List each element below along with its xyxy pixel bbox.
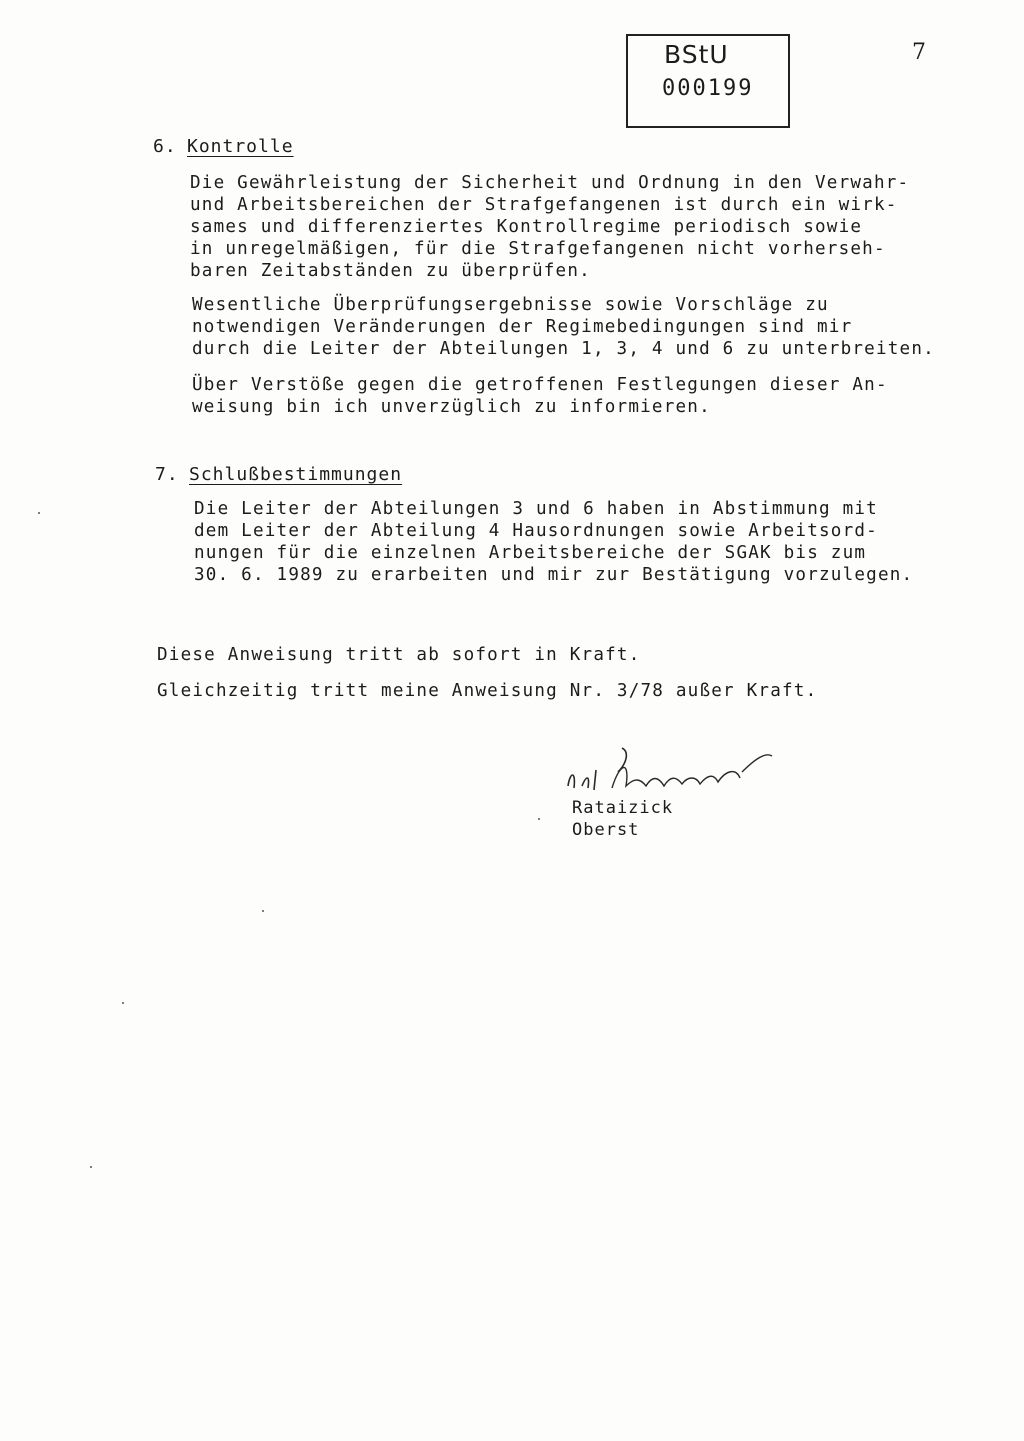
body-line: Über Verstöße gegen die getroffenen Festlegungen dieser An- — [192, 375, 888, 395]
body-line: durch die Leiter der Abteilungen 1, 3, 4 und 6 zu unterbreiten. — [192, 339, 935, 359]
section-6-title: Kontrolle — [187, 136, 294, 157]
body-line: Die Gewährleistung der Sicherheit und Ordnung in den Verwahr- — [190, 173, 910, 193]
body-line: weisung bin ich unverzüglich zu informieren. — [192, 397, 711, 417]
scan-speck — [538, 818, 540, 820]
body-line: und Arbeitsbereichen der Strafgefangenen ist durch ein wirk- — [190, 195, 898, 215]
scan-speck — [262, 910, 264, 912]
body-line: Wesentliche Überprüfungsergebnisse sowie Vorschläge zu — [192, 295, 829, 315]
body-line: baren Zeitabständen zu überprüfen. — [190, 261, 591, 281]
section-6-heading — [153, 136, 294, 157]
scan-speck — [90, 1166, 92, 1168]
section-7-title: Schlußbestimmungen — [189, 464, 403, 485]
closing-line: Gleichzeitig tritt meine Anweisung Nr. 3/78 außer Kraft. — [157, 681, 818, 701]
stamp-number: 000199 — [662, 76, 754, 101]
page-number: 7 — [912, 40, 926, 65]
archive-stamp — [626, 34, 790, 128]
scan-speck — [122, 1002, 124, 1004]
section-6-number: 6. — [153, 136, 177, 157]
section-7-heading — [155, 464, 402, 485]
signatory-rank: Oberst — [572, 820, 640, 840]
section-7-number: 7. — [155, 464, 179, 485]
body-line: dem Leiter der Abteilung 4 Hausordnungen sowie Arbeitsord- — [194, 521, 878, 541]
stamp-org: BStU — [664, 40, 729, 69]
scan-speck — [38, 512, 40, 514]
body-line: in unregelmäßigen, für die Strafgefangenen nicht vorherseh- — [190, 239, 886, 259]
body-line: notwendigen Veränderungen der Regimebedingungen sind mir — [192, 317, 853, 337]
closing-line: Diese Anweisung tritt ab sofort in Kraft. — [157, 645, 641, 665]
body-line: sames und differenziertes Kontrollregime periodisch sowie — [190, 217, 863, 237]
signatory-name: Rataizick — [572, 798, 674, 818]
body-line: 30. 6. 1989 zu erarbeiten und mir zur Bestätigung vorzulegen. — [194, 565, 914, 585]
body-line: nungen für die einzelnen Arbeitsbereiche der SGAK bis zum — [194, 543, 867, 563]
body-line: Die Leiter der Abteilungen 3 und 6 haben in Abstimmung mit — [194, 499, 878, 519]
handwritten-signature — [560, 742, 800, 802]
